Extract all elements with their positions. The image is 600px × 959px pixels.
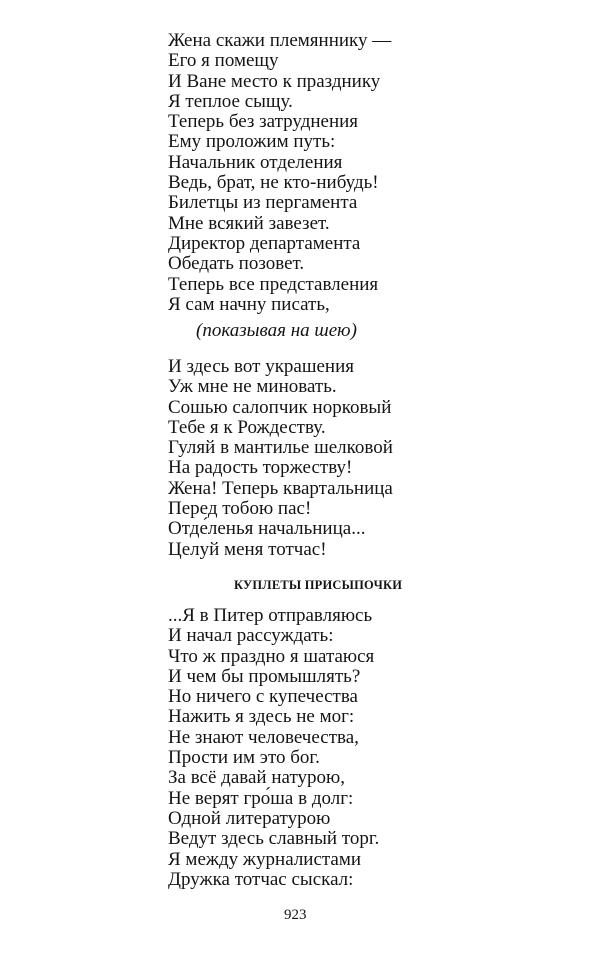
poem-line: Мне всякий завезет.: [168, 212, 330, 234]
poem-line: Но ничего с купечества: [168, 686, 358, 708]
poem-line: Начальник отделения: [168, 151, 343, 173]
poem-line: Билетцы из пергамента: [168, 192, 358, 214]
poem-line: И Ване место к празднику: [168, 70, 381, 92]
poem-line: Тебе я к Рождеству.: [168, 416, 326, 438]
poem-line: Жена скажи племяннику —: [168, 30, 392, 51]
poem-stanza-1: [168, 31, 391, 315]
poem-line: Одной литературою: [168, 807, 331, 829]
poem-line: Ведь, брат, не кто-нибудь!: [168, 172, 379, 194]
poem-line: ...Я в Питер отправляюсь: [168, 605, 373, 626]
poem-line: Директор департамента: [168, 232, 361, 254]
poem-line: Я теплое сыщу.: [168, 90, 293, 112]
poem-line: Что ж праздно я шатаюся: [168, 645, 375, 667]
poem-line: Я между журналистами: [168, 848, 362, 870]
poem-line: Ведут здесь славный торг.: [168, 828, 380, 850]
poem-line: Уж мне не миновать.: [168, 376, 337, 398]
poem-line: Теперь без затруднения: [168, 111, 359, 133]
poem-stanza-2: [168, 357, 393, 560]
poem-line: На радость торжеству!: [168, 457, 353, 479]
poem-line: Не верят гро́ша в долг:: [168, 787, 354, 809]
poem-line: Перед тобою пас!: [168, 498, 312, 520]
poem-line: Сошью салопчик норковый: [168, 396, 392, 418]
poem-line: Гуляй в мантилье шелковой: [168, 437, 393, 459]
poem-line: И здесь вот украшения: [168, 356, 355, 377]
poem-line: И чем бы промышлять?: [168, 665, 361, 687]
poem-stanza-3: [168, 606, 379, 890]
poem-line: Прости им это бог.: [168, 747, 320, 769]
poem-line: Ему проложим путь:: [168, 131, 336, 153]
page-number: 923: [284, 907, 307, 923]
poem-line: Не знают человечества,: [168, 726, 359, 748]
poem-line: Его я помещу: [168, 50, 279, 72]
poem-line: За всё давай натурою,: [168, 767, 345, 789]
poem-line: И начал рассуждать:: [168, 625, 334, 647]
poem-line: Нажить я здесь не мог:: [168, 706, 355, 728]
poem-line: Я сам начну писать,: [168, 293, 330, 315]
poem-line: Целуй меня тотчас!: [168, 538, 327, 560]
poem-line: Жена! Теперь квартальница: [168, 477, 393, 499]
poem-line: Отде́ленья начальница...: [168, 518, 366, 540]
poem-line: Дружка тотчас сыскал:: [168, 868, 354, 890]
stage-direction: (показывая на шею): [196, 320, 357, 341]
poem-line: Обедать позовет.: [168, 253, 305, 275]
poem-line: Теперь все представления: [168, 273, 379, 295]
section-heading: КУПЛЕТЫ ПРИСЫПОЧКИ: [234, 578, 403, 592]
